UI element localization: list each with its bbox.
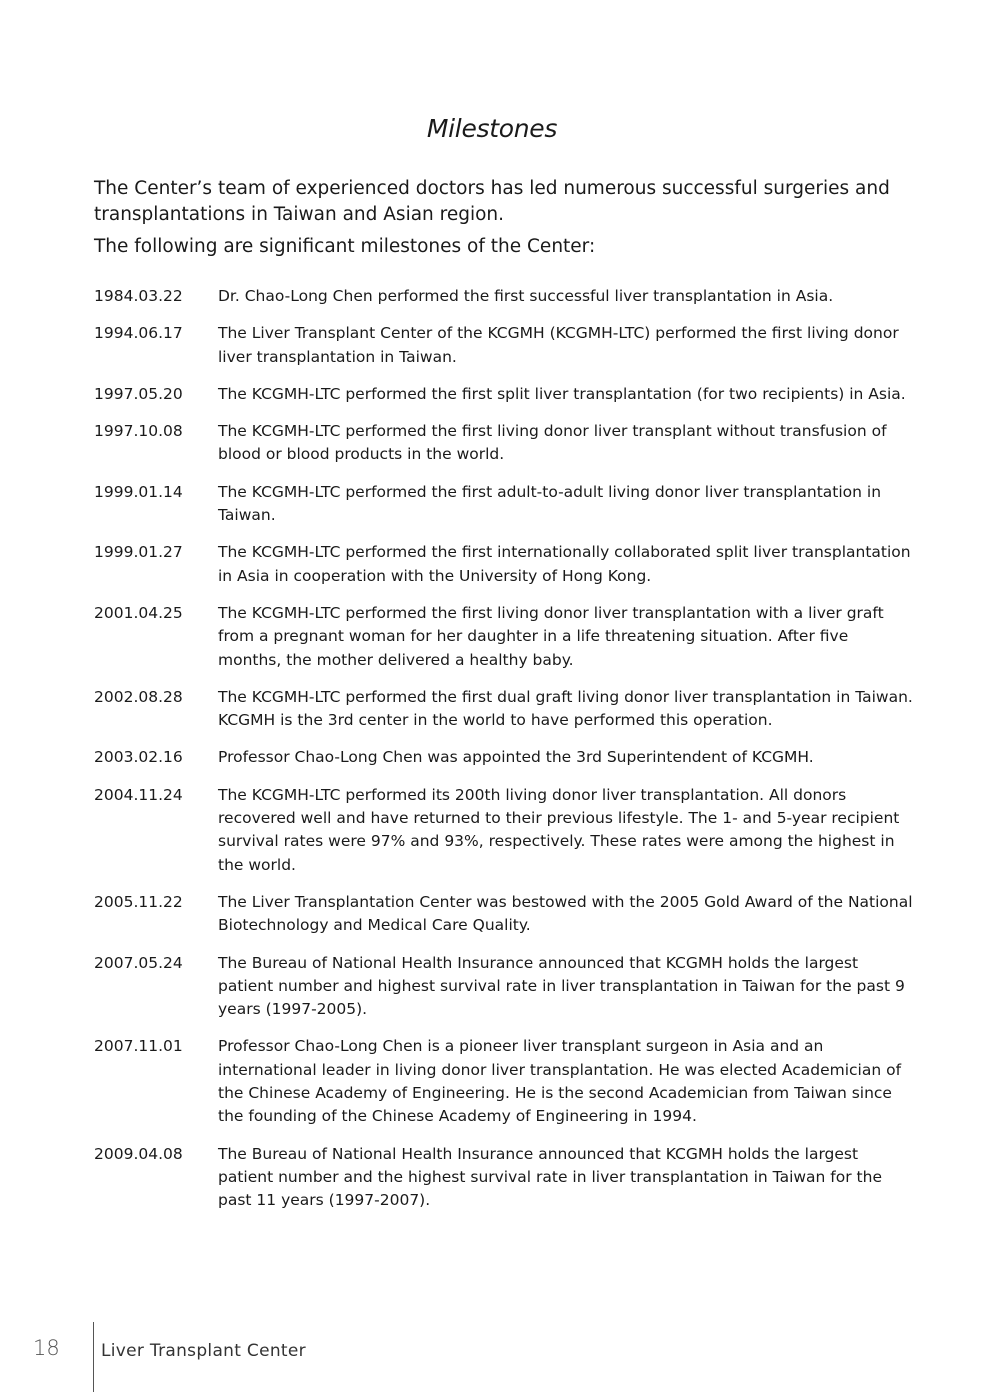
milestone-text: Professor Chao-Long Chen was appointed the 3rd Superintendent of KCGMH. [218,748,814,767]
milestone-item [94,420,914,467]
milestone-item [94,746,914,769]
milestone-list [94,285,914,1227]
milestone-text: Professor Chao-Long Chen is a pioneer liver transplant surgeon in Asia and an international leader in living donor liver transplantation. He was elected Academician of the Chinese Academy of Engineering. He is the second Academician from Taiwan since the founding of the Chinese Academy of Engineering in 1994. [218,1037,902,1126]
milestone-date: 2005.11.22 [94,892,183,911]
milestone-text: The KCGMH-LTC performed the first internationally collaborated split liver transplantation in Asia in cooperation with the University of Hong Kong. [218,543,911,585]
milestone-text: The KCGMH-LTC performed the first dual graft living donor liver transplantation in Taiwan. KCGMH is the 3rd center in the world to have performed this operation. [218,687,913,730]
milestone-text: The Liver Transplant Center of the KCGMH (KCGMH-LTC) performed the first living donor liver transplantation in Taiwan. [218,324,899,366]
milestone-date: 2007.05.24 [94,953,183,972]
milestone-text: The Bureau of National Health Insurance announced that KCGMH holds the largest patient number and highest survival rate in liver transplantation in Taiwan for the past 9 years (1997-2005). [218,953,905,1019]
milestone-item [94,952,914,1022]
milestone-item [94,891,914,938]
milestone-item [94,383,914,406]
milestone-item [94,602,914,672]
milestone-item [94,285,914,308]
milestone-item [94,686,914,733]
milestone-text: The KCGMH-LTC performed the first split liver transplantation (for two recipients) in Asia. [218,384,906,403]
milestone-date: 2003.02.16 [94,748,183,767]
milestone-date: 1994.06.17 [94,324,183,343]
page-title: Milestones [426,114,558,143]
milestone-item [94,322,914,369]
intro [94,176,894,260]
footer-section-title: Liver Transplant Center [101,1341,306,1361]
milestone-date: 1984.03.22 [94,287,183,305]
milestone-date: 2002.08.28 [94,687,183,706]
milestone-text: The KCGMH-LTC performed its 200th living donor liver transplantation. All donors recovered well and have returned to their previous lifestyle. The 1- and 5-year recipient survival rates were 97% and 93%, respectively. These rates were among the highest in the world. [218,785,900,874]
milestone-text: The Liver Transplantation Center was bestowed with the 2005 Gold Award of the National Biotechnology and Medical Care Quality. [218,892,913,935]
page-number: 18 [33,1336,60,1360]
milestone-text: The KCGMH-LTC performed the first living donor liver transplantation with a liver graft from a pregnant woman for her daughter in a life threatening situation. After five months, the mother delivered a healthy baby. [218,603,884,669]
milestone-text: The KCGMH-LTC performed the first living donor liver transplant without transfusion of blood or blood products in the world. [218,422,887,464]
footer-divider [93,1322,94,1392]
milestone-item [94,541,914,588]
milestone-date: 1999.01.14 [94,482,183,501]
milestone-date: 2009.04.08 [94,1144,183,1163]
milestone-date: 1999.01.27 [94,543,183,562]
intro-paragraph: The Center’s team of experienced doctors has led numerous successful surgeries and transplantations in Taiwan and Asian region. [94,178,890,225]
milestone-item [94,1035,914,1128]
milestone-text: Dr. Chao-Long Chen performed the first successful liver transplantation in Asia. [218,287,834,305]
milestone-date: 2007.11.01 [94,1037,183,1056]
milestone-date: 2004.11.24 [94,785,183,804]
milestone-text: The KCGMH-LTC performed the first adult-to-adult living donor liver transplantation in Taiwan. [218,482,882,525]
milestone-text: The Bureau of National Health Insurance announced that KCGMH holds the largest patient number and the highest survival rate in liver transplantation in Taiwan for the past 11 years (1997-2007). [218,1144,882,1210]
milestone-item [94,1143,914,1213]
milestone-date: 2001.04.25 [94,603,183,622]
milestone-item [94,784,914,877]
milestone-date: 1997.05.20 [94,384,183,403]
milestone-item [94,481,914,528]
intro-paragraph: The following are significant milestones of the Center: [94,236,596,257]
milestone-date: 1997.10.08 [94,422,183,441]
